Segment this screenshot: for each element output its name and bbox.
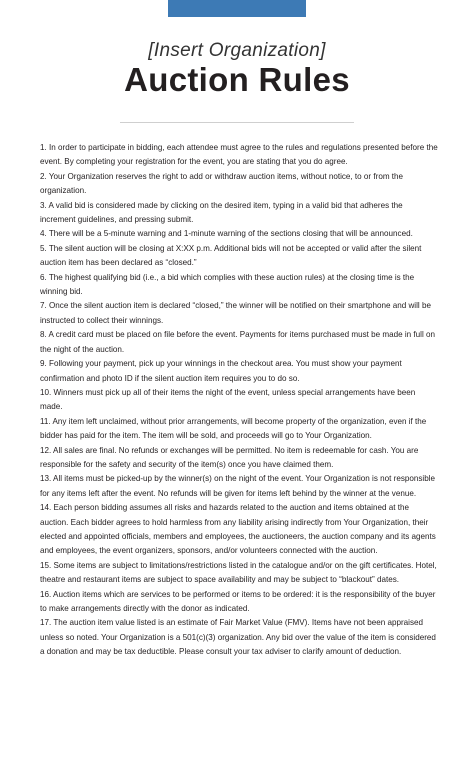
rule-item: 6. The highest qualifying bid (i.e., a bid which complies with these auction rules) at the closing time is the winning bid. [40,272,415,297]
page-title: Auction Rules [124,61,350,98]
rule-item: 17. The auction item value listed is an estimate of Fair Market Value (FMV). Items have not been appraised unless so noted. Your Organization is a 501(c)(3) organization. Any bid over the value of the item is considered a donation and may be tax deductible. Please consult your tax adviser to clarify amount of deduction. [40,618,436,657]
rule-item: 16. Auction items which are services to be performed or items to be ordered: it is the responsibility of the buyer to make arrangements directly with the donor as indicated. [40,589,436,613]
rule-item: 1. In order to participate in bidding, each attendee must agree to the rules and regulations presented before the event. By completing your registration for the event, you are stating that you do agree. [40,143,438,167]
rule-item: 13. All items must be picked-up by the winner(s) on the night of the event. Your Organization is not responsible for any items left after the event. No refunds will be given for items left behind by the winner at the venue. [40,474,436,498]
header-accent-bar [168,0,306,17]
rule-item: 5. The silent auction will be closing at X:XX p.m. Additional bids will not be accepted or valid after the silent auction item has been declared as “closed.” [40,243,422,268]
rule-item: 15. Some items are subject to limitations/restrictions listed in the catalogue and/or on the gift certificates. Hotel, theatre and restaurant items are subject to space availability and may be subject to “blackout” dates. [40,560,437,585]
rule-item: 4. There will be a 5-minute warning and 1-minute warning of the sections closing that will be announced. [40,229,413,239]
rule-item: 11. Any item left unclaimed, without prior arrangements, will become property of the organization, even if the bidder has paid for the item. The item will be sold, and proceeds will go to Your Organization. [40,416,427,441]
rule-item: 3. A valid bid is considered made by clicking on the desired item, typing in a valid bid that adheres the increment guidelines, and pressing submit. [40,200,403,225]
rule-item: 7. Once the silent auction item is declared “closed,” the winner will be notified on their smartphone and will be instructed to collect their winnings. [40,301,431,325]
rule-item: 10. Winners must pick up all of their items the night of the event, unless special arrangements have been made. [40,387,416,412]
organization-name: [Insert Organization] [148,40,326,61]
rule-item: 8. A credit card must be placed on file before the event. Payments for items purchased must be made in full on the night of the auction. [40,330,436,354]
rule-item: 12. All sales are final. No refunds or exchanges will be permitted. No item is redeemable for cash. You are responsible for the safety and security of the item(s) once you have claimed them. [40,445,419,469]
rules-list [40,141,438,660]
rule-item: 2. Your Organization reserves the right to add or withdraw auction items, without notice, to or from the organization. [40,171,404,196]
title-divider [120,122,354,123]
rule-item: 14. Each person bidding assumes all risks and hazards related to the auction and items obtained at the auction. Each bidder agrees to hold harmless from any liability arising indirectly from Your Organization, their elected and appointed officials, members and employees, the auctioneers, the auction company and its agents and employees, the event organizers, sponsors, and/or volunteers connected with the auction. [40,503,436,556]
rule-item: 9. Following your payment, pick up your winnings in the checkout area. You must show your payment confirmation and photo ID if the silent auction item requires you to do so. [40,359,402,383]
